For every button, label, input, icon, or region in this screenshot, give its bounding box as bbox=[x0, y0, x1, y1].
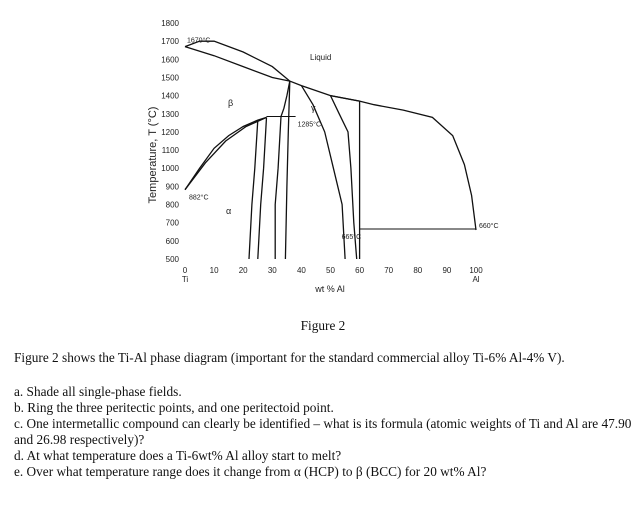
y-tick-label: 500 bbox=[165, 255, 179, 264]
x-tick-label: 20 bbox=[238, 266, 248, 275]
y-tick-label: 700 bbox=[165, 218, 179, 228]
y-tick-label: 1700 bbox=[161, 37, 179, 47]
boundary-alpha2-right bbox=[275, 117, 281, 260]
y-tick-label: 1000 bbox=[161, 164, 179, 174]
x-tick-label: 60 bbox=[355, 266, 365, 275]
y-tick-label: 1400 bbox=[161, 91, 179, 101]
y-axis-ticks bbox=[161, 19, 179, 264]
boundary-gamma-left bbox=[285, 81, 289, 259]
question-e: e. Over what temperature range does it change from α (HCP) to β (BCC) for 20 wt% Al? bbox=[14, 464, 487, 479]
x-axis-label: wt % Al bbox=[315, 284, 345, 294]
question-b: b. Ring the three peritectic points, and one peritectoid point. bbox=[14, 400, 334, 415]
y-tick-label: 1100 bbox=[161, 146, 179, 156]
y-tick-label: 1500 bbox=[161, 73, 179, 83]
x-tick-label: 50 bbox=[326, 266, 335, 275]
y-tick-label: 800 bbox=[165, 200, 179, 210]
figure-caption: Figure 2 bbox=[300, 318, 346, 333]
y-tick-label: 1600 bbox=[161, 55, 179, 65]
y-tick-label: 900 bbox=[165, 182, 179, 192]
x-tick-label: 30 bbox=[267, 266, 277, 275]
liquid-label: Liquid bbox=[310, 53, 332, 62]
temperature-annotation: 1285°C bbox=[297, 121, 322, 129]
x-tick-label: 10 bbox=[209, 266, 219, 275]
phase-boundaries bbox=[185, 41, 476, 259]
temperature-annotation: 882°C bbox=[189, 194, 209, 202]
temperature-annotation: 1670°C bbox=[187, 37, 211, 45]
alpha-label: α bbox=[226, 206, 232, 216]
gamma-label: γ bbox=[311, 103, 316, 113]
temperature-annotation: 665°C bbox=[341, 234, 362, 242]
y-tick-label: 600 bbox=[165, 236, 179, 246]
boundary-alpha-alpha2-left bbox=[249, 120, 258, 259]
x-tick-label: 0 bbox=[182, 266, 188, 275]
y-tick-label: 1300 bbox=[161, 109, 179, 119]
question-d: d. At what temperature does a Ti-6wt% Al alloy start to melt? bbox=[14, 448, 342, 463]
x-tick-label: 40 bbox=[296, 266, 306, 275]
x-tick-label: 70 bbox=[384, 266, 394, 275]
intro-paragraph: Figure 2 shows the Ti-Al phase diagram (important for the standard commercial alloy Ti-6% Al-4% V). bbox=[14, 350, 565, 365]
x-tick-label: 80 bbox=[413, 266, 423, 275]
al-end-label: Al bbox=[472, 275, 480, 284]
boundary-alpha2-left bbox=[258, 117, 267, 259]
question-c: c. One intermetallic compound can clearly be identified – what is its formula (atomic weights of Ti and Al are 47.90 and 26.98 respectively)? bbox=[14, 416, 632, 447]
ti-end-label: Ti bbox=[181, 275, 189, 284]
x-axis-ticks bbox=[183, 266, 483, 275]
boundary-beta-top-small bbox=[331, 96, 360, 102]
beta-label: β bbox=[228, 98, 234, 108]
boundary-solidus-beta bbox=[185, 47, 290, 82]
y-tick-label: 1800 bbox=[161, 19, 179, 28]
temperature-annotation: 660°C bbox=[479, 222, 499, 230]
y-tick-label: 1200 bbox=[161, 127, 179, 137]
x-tick-label: 90 bbox=[442, 266, 452, 275]
question-text bbox=[14, 318, 632, 480]
y-axis-label: Temperature, T (°C) bbox=[147, 106, 159, 204]
question-a: a. Shade all single-phase fields. bbox=[14, 384, 182, 399]
x-tick-label: 100 bbox=[469, 266, 483, 275]
